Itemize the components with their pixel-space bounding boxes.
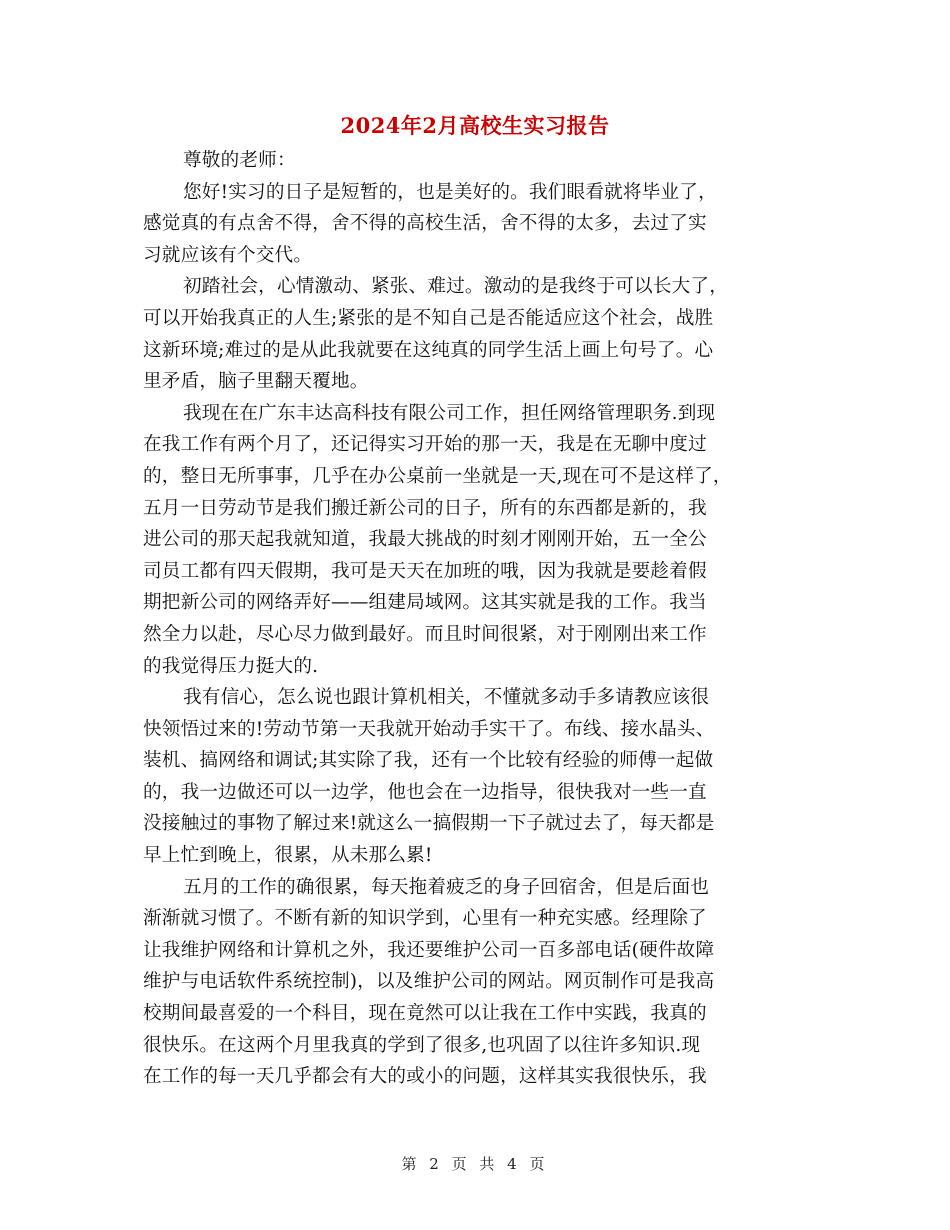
text-line: 这新环境;难过的是从此我就要在这纯真的同学生活上画上句号了。心 (143, 339, 714, 361)
text-line: 快领悟过来的!劳动节第一天我就开始动手实干了。布线、接水晶头、 (143, 718, 715, 740)
text-line: 渐渐就习惯了。不断有新的知识学到，心里有一种充实感。经理除了 (143, 908, 707, 930)
text-line: 装机、搞网络和调试;其实除了我，还有一个比较有经验的师傅一起做 (143, 750, 714, 772)
text-line: 习就应该有个交代。 (143, 244, 313, 266)
text-line: 在工作的每一天几乎都会有大的或小的问题，这样其实我很快乐，我 (143, 1066, 707, 1088)
text-line: 早上忙到晚上，很累，从未那么累! (143, 845, 433, 867)
text-line: 尊敬的老师： (183, 150, 296, 171)
text-line: 里矛盾，脑子里翻天覆地。 (143, 371, 369, 393)
text-line: 的，整日无所事事，几乎在办公桌前一坐就是一天,现在可不是这样了， (143, 465, 732, 487)
text-line: 在我工作有两个月了，还记得实习开始的那一天，我是在无聊中度过 (143, 434, 707, 456)
text-line: 司员工都有四天假期，我可是天天在加班的哦，因为我就是要趁着假 (143, 560, 707, 582)
text-line: 让我维护网络和计算机之外，我还要维护公司一百多部电话(硬件故障 (143, 939, 715, 961)
text-line: 我有信心，怎么说也跟计算机相关，不懂就多动手多请教应该很 (183, 687, 710, 709)
text-line: 的，我一边做还可以一边学，他也会在一边指导，很快我对一些一直 (143, 781, 707, 803)
text-line: 很快乐。在这两个月里我真的学到了很多,也巩固了以往许多知识.现 (143, 1034, 701, 1056)
text-line: 然全力以赴，尽心尽力做到最好。而且时间很紧，对于刚刚出来工作 (143, 623, 707, 645)
text-line: 感觉真的有点舍不得，舍不得的高校生活，舍不得的太多，去过了实 (143, 213, 707, 235)
text-line: 您好!实习的日子是短暂的，也是美好的。我们眼看就将毕业了， (183, 181, 717, 203)
text-line: 没接触过的事物了解过来!就这么一搞假期一下子就过去了，每天都是 (143, 813, 715, 835)
document-title: 2024年2月高校生实习报告 (340, 113, 610, 138)
text-line: 期把新公司的网络弄好——组建局域网。这其实就是我的工作。我当 (143, 592, 707, 614)
text-line: 维护与电话软件系统控制)，以及维护公司的网站。网页制作可是我高 (143, 971, 715, 993)
document-body (143, 145, 803, 1093)
text-line: 的我觉得压力挺大的. (143, 655, 319, 677)
text-line: 校期间最喜爱的一个科目，现在竟然可以让我在工作中实践，我真的 (143, 1003, 707, 1025)
text-line: 进公司的那天起我就知道，我最大挑战的时刻才刚刚开始，五一全公 (143, 529, 707, 551)
page-footer: 第 2 页 共 4 页 (401, 1155, 549, 1173)
text-line: 我现在在广东丰达高科技有限公司工作，担任网络管理职务.到现 (183, 402, 716, 424)
text-line: 初踏社会，心情激动、紧张、难过。激动的是我终于可以长大了， (183, 276, 729, 298)
text-line: 五月一日劳动节是我们搬迁新公司的日子，所有的东西都是新的，我 (143, 497, 707, 519)
text-line: 可以开始我真正的人生;紧张的是不知自己是否能适应这个社会，战胜 (143, 307, 714, 329)
text-line: 五月的工作的确很累，每天拖着疲乏的身子回宿舍，但是后面也 (183, 876, 710, 898)
